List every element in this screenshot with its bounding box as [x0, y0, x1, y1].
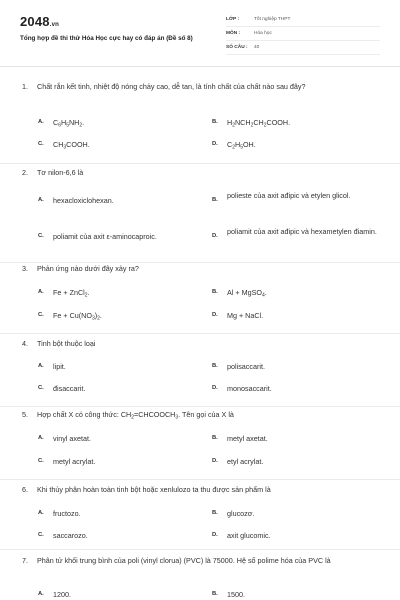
- option-text: Al + MgSO$_4$.: [227, 288, 267, 299]
- question-number: 4.: [22, 339, 28, 348]
- option-text: polieste của axit ađipic và etylen glicol.: [227, 191, 351, 200]
- option-label: A.: [38, 591, 44, 597]
- option-label: D.: [212, 458, 218, 464]
- site-logo[interactable]: [20, 14, 59, 29]
- question-stem: Tinh bột thuộc loại: [37, 339, 96, 348]
- option-text: $C_2H_5OH$.: [227, 140, 256, 151]
- option-text: Fe + ZnCl$_2$.: [53, 288, 90, 299]
- question-stem: Khi thủy phân hoàn toàn tinh bột hoặc xenlulozo ta thu được sản phẩm là: [37, 485, 271, 494]
- option-label: B.: [212, 363, 218, 369]
- option-label: D.: [212, 385, 218, 391]
- logo-text: 2048: [20, 14, 50, 29]
- option-text: poliamit của axit ε-aminocaproic.: [53, 232, 157, 241]
- option-label: B.: [212, 196, 218, 203]
- meta-subject-row: [226, 28, 380, 41]
- question-stem: Hợp chất X có công thức: $CH_2=CHCOOCH_3$. Tên gọi của X là: [37, 410, 234, 421]
- option-label: C.: [38, 458, 44, 464]
- option-label: B.: [212, 510, 218, 516]
- meta-class-row: [226, 14, 380, 27]
- option-text: 1200.: [53, 590, 71, 599]
- option-text: $CH_3COOH$.: [53, 140, 90, 151]
- option-text: poliamit của axit ađipic và hexametylen điamin.: [227, 227, 377, 236]
- option-label: A.: [38, 289, 44, 295]
- option-text: metyl axetat.: [227, 434, 268, 443]
- logo-suffix: .vn: [49, 22, 60, 28]
- option-label: C.: [38, 233, 44, 239]
- question-stem: Chất rắn kết tinh, nhiệt độ nóng chảy cao, dễ tan, là tính chất của chất nào sau đây?: [37, 82, 306, 91]
- question-number: 1.: [22, 82, 28, 91]
- question-number: 6.: [22, 485, 28, 494]
- option-text: hexacloxiclohexan.: [53, 196, 114, 205]
- option-label: A.: [38, 363, 44, 369]
- option-label: B.: [212, 591, 218, 597]
- option-text: Mg + NaCl.: [227, 311, 264, 320]
- option-text: glucozơ.: [227, 509, 255, 518]
- option-text: saccarozo.: [53, 531, 88, 540]
- meta-class-value: Tốt nghiệp THPT: [254, 17, 291, 22]
- meta-subject-value: Hóa học: [254, 31, 272, 36]
- option-label: C.: [38, 312, 44, 318]
- meta-class-key: LỚP :: [226, 17, 240, 22]
- document-header: [0, 0, 400, 62]
- question-number: 5.: [22, 410, 28, 419]
- option-text: axit glucomic.: [227, 531, 271, 540]
- option-text: 1500.: [227, 590, 245, 599]
- meta-count-key: SỐ CÂU :: [226, 45, 248, 50]
- question-stem: Phân tử khối trung bình của poli (vinyl clorua) (PVC) là 75000. Hệ số polime hóa của PVC là: [37, 556, 331, 565]
- option-label: D.: [212, 232, 218, 239]
- question-divider: [0, 479, 400, 480]
- option-text: vinyl axetat.: [53, 434, 91, 443]
- question-divider: [0, 406, 400, 407]
- question-number: 7.: [22, 556, 28, 565]
- question-divider: [0, 262, 400, 263]
- question-stem: Tơ nilon-6,6 là: [37, 168, 84, 177]
- option-label: B.: [212, 119, 218, 125]
- option-text: $H_2NCH_2CH_2COOH$.: [227, 118, 291, 129]
- option-label: B.: [212, 289, 218, 295]
- question-divider: [0, 163, 400, 164]
- option-text: $Fe + Cu(NO_3)_2$.: [53, 311, 102, 322]
- option-label: A.: [38, 435, 44, 441]
- meta-count-row: [226, 42, 380, 55]
- header-divider: [0, 66, 400, 67]
- question-divider: [0, 549, 400, 550]
- option-label: B.: [212, 435, 218, 441]
- meta-subject-key: MÔN :: [226, 31, 241, 36]
- option-text: đisaccarit.: [53, 384, 86, 393]
- option-label: A.: [38, 510, 44, 516]
- question-stem: Phản ứng nào dưới đây xảy ra?: [37, 264, 139, 273]
- meta-count-value: 40: [254, 45, 260, 50]
- question-number: 2.: [22, 168, 28, 177]
- document-title: Tổng hợp đề thi thử Hóa Học cực hay có đáp án (Đề số 8): [20, 35, 193, 42]
- option-text: monosaccarit.: [227, 384, 272, 393]
- option-label: D.: [212, 312, 218, 318]
- option-text: polisaccarit.: [227, 362, 265, 371]
- option-text: etyl acrylat.: [227, 457, 264, 466]
- question-number: 3.: [22, 264, 28, 273]
- option-text: fructozo.: [53, 509, 81, 518]
- option-label: D.: [212, 532, 218, 538]
- option-label: C.: [38, 532, 44, 538]
- option-label: A.: [38, 197, 44, 203]
- option-label: C.: [38, 141, 44, 147]
- option-text: lipit.: [53, 362, 66, 371]
- option-text: $C_6H_5NH_2$.: [53, 118, 85, 129]
- option-label: A.: [38, 119, 44, 125]
- question-divider: [0, 333, 400, 334]
- option-text: metyl acrylat.: [53, 457, 96, 466]
- option-label: D.: [212, 141, 218, 147]
- option-label: C.: [38, 385, 44, 391]
